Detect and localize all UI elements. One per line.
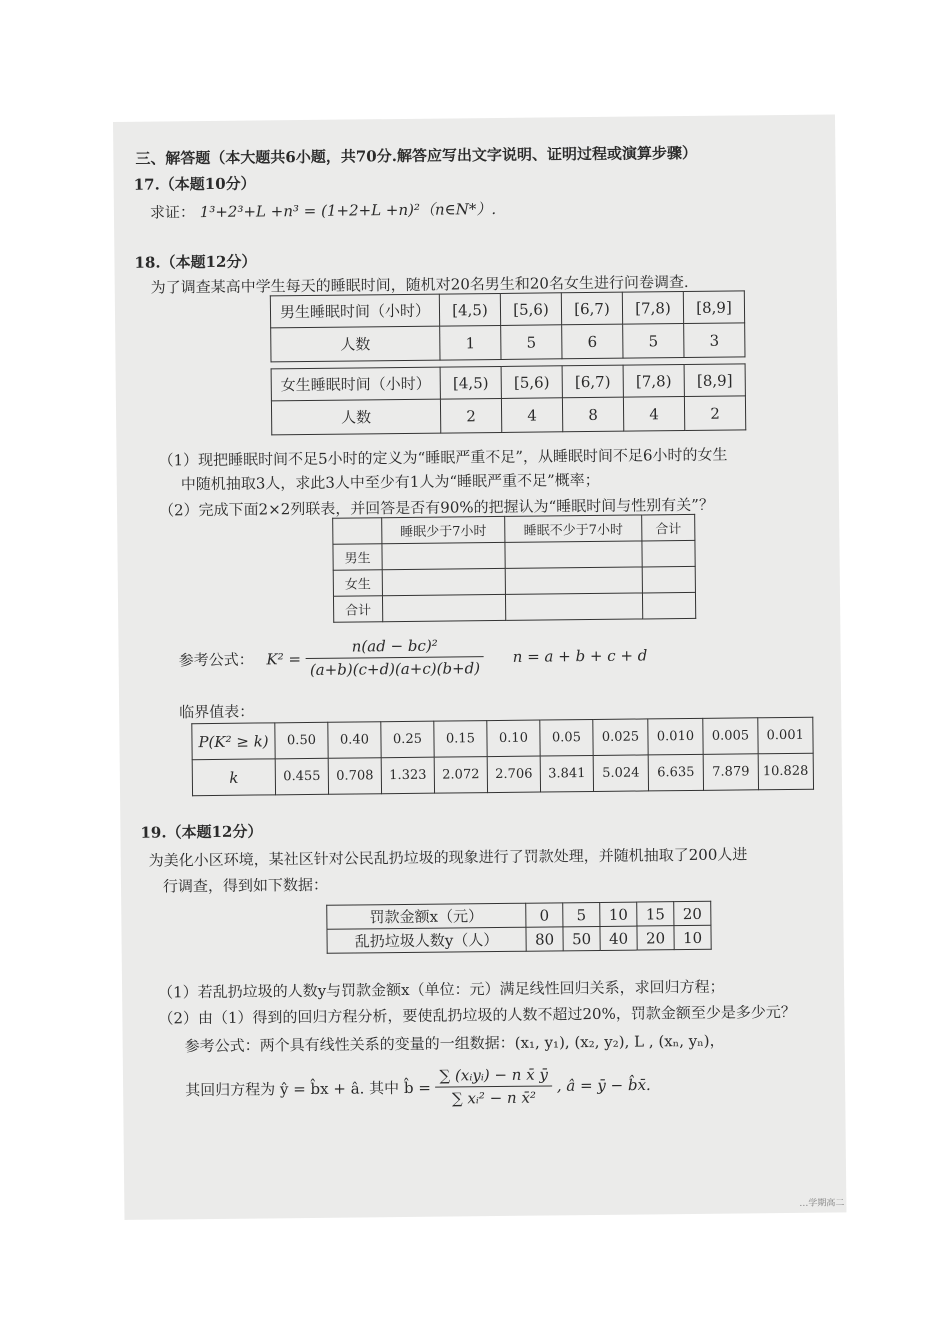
contingency-cell — [642, 566, 695, 593]
contingency-cell — [505, 593, 642, 620]
contingency-cell — [642, 540, 695, 567]
q19-ref-line: 参考公式：两个具有线性关系的变量的一组数据：(x₁, y₁), (x₂, y₂), L , (xₙ, yₙ)， — [184, 1031, 725, 1056]
interval-cell: [5,6) — [501, 366, 562, 399]
crit-p-cell: 0.10 — [487, 720, 540, 757]
q17-prove-label: 求证： — [149, 203, 196, 222]
girls-row-label: 女生睡眠时间（小时） — [271, 367, 440, 401]
crit-k-cell: 2.072 — [434, 757, 487, 794]
contingency-cell — [382, 568, 505, 595]
a-formula: , â = ȳ − b̂x̄. — [556, 1075, 651, 1095]
interval-cell: [4,5) — [439, 293, 500, 326]
count-cell: 2 — [440, 398, 501, 433]
exam-page — [113, 114, 846, 1220]
crit-p-cell: 0.15 — [434, 721, 487, 758]
contingency-header: 睡眠少于7小时 — [382, 516, 505, 543]
b-numerator: ∑ (xᵢyᵢ) − n x̄ ȳ — [435, 1065, 552, 1087]
crit-k-cell: 10.828 — [758, 753, 813, 790]
y-value-cell: 80 — [526, 927, 563, 951]
crit-p-cell: 0.40 — [328, 722, 381, 759]
q19-part1: （1）若乱扔垃圾的人数y与罚款金额x（单位：元）满足线性回归关系，求回归方程； — [158, 977, 725, 1002]
crit-p-cell: 0.010 — [648, 718, 703, 755]
section-header: 三、解答题（本大题共6小题，共70分.解答应写出文字说明、证明过程或演算步骤） — [135, 143, 697, 168]
litter-row-label: 乱扔垃圾人数y（人） — [327, 927, 526, 953]
q19-intro-line2: 行调查，得到如下数据： — [162, 875, 329, 896]
fine-data-table — [326, 901, 711, 954]
crit-p-label: P(K² ≥ k) — [192, 723, 275, 760]
y-value-cell: 10 — [674, 925, 711, 949]
interval-cell: [8,9] — [684, 364, 745, 397]
y-value-cell: 20 — [637, 926, 674, 950]
crit-k-cell: 1.323 — [381, 757, 434, 794]
interval-cell: [5,6) — [500, 293, 561, 326]
crit-k-cell: 5.024 — [593, 755, 648, 792]
x-value-cell: 0 — [526, 903, 563, 927]
contingency-header: 合计 — [642, 514, 695, 541]
contingency-row-label: 女生 — [333, 570, 382, 597]
crit-p-cell: 0.25 — [381, 721, 434, 758]
contingency-corner — [333, 518, 382, 545]
critical-table-label: 临界值表： — [179, 702, 255, 722]
k2-lhs: K² = — [266, 649, 302, 668]
crit-k-cell: 7.879 — [703, 754, 758, 791]
x-value-cell: 20 — [674, 901, 711, 925]
contingency-cell — [382, 542, 505, 569]
boys-count-label: 人数 — [271, 326, 440, 362]
crit-p-cell: 0.005 — [703, 718, 758, 755]
q18-heading: 18.（本题12分） — [134, 252, 257, 272]
crit-k-cell: 0.455 — [275, 758, 328, 795]
q19-part2: （2）由（1）得到的回归方程分析，要使乱扔垃圾的人数不超过20%，罚款金额至少是多少元？ — [158, 1002, 796, 1028]
critical-value-table — [191, 717, 813, 797]
girls-sleep-table — [271, 363, 747, 435]
count-cell: 6 — [562, 324, 623, 359]
contingency-row-label: 男生 — [333, 544, 382, 571]
q18-intro: 为了调查某高中学生每天的睡眠时间，随机对20名男生和20名女生进行问卷调查. — [150, 272, 689, 297]
contingency-cell — [642, 592, 695, 619]
fine-row-label: 罚款金额x（元） — [327, 903, 526, 929]
q17-heading: 17.（本题10分） — [133, 174, 256, 194]
crit-p-cell: 0.001 — [758, 717, 813, 754]
page-footer: …学期高二 — [799, 1198, 845, 1209]
crit-k-cell: 6.635 — [648, 754, 703, 791]
q18-part2: （2）完成下面2×2列联表，并回答是否有90%的把握认为“睡眠时间与性别有关”？ — [158, 495, 715, 520]
crit-k-cell: 2.706 — [487, 756, 540, 793]
q19-intro-line1: 为美化小区环境，某社区针对公民乱扔垃圾的现象进行了罚款处理，并随机抽取了200人进 — [148, 845, 748, 870]
ref-formula-label: 参考公式： — [178, 650, 254, 670]
k2-numerator: n(ad − bc)² — [306, 636, 484, 659]
k2-formula-block — [178, 634, 647, 680]
boys-row-label: 男生睡眠时间（小时） — [270, 294, 439, 328]
n-definition: n = a + b + c + d — [512, 645, 648, 666]
q18-part1-line2: 中随机抽取3人，求此3人中至少有1人为“睡眠严重不足”概率； — [180, 470, 600, 494]
count-cell: 4 — [501, 398, 562, 433]
contingency-header: 睡眠不少于7小时 — [505, 515, 642, 542]
q17-statement — [150, 198, 496, 223]
boys-sleep-table — [270, 290, 746, 362]
regression-text: 其回归方程为 ŷ = b̂x + â. 其中 b̂ = — [185, 1078, 431, 1100]
crit-p-cell: 0.05 — [540, 720, 593, 757]
k2-fraction — [306, 636, 485, 679]
interval-cell: [4,5) — [440, 366, 501, 399]
contingency-cell — [505, 541, 642, 568]
interval-cell: [6,7) — [562, 365, 623, 398]
crit-p-cell: 0.50 — [275, 722, 328, 759]
count-cell: 1 — [440, 325, 501, 360]
contingency-table — [332, 514, 696, 623]
y-value-cell: 40 — [600, 926, 637, 950]
count-cell: 8 — [562, 397, 623, 432]
contingency-cell — [505, 567, 642, 594]
count-cell: 4 — [623, 397, 684, 432]
interval-cell: [7,8) — [623, 365, 684, 398]
q17-formula: 1³+2³+L +n³ = (1+2+L +n)²（n∈N*）. — [199, 199, 497, 222]
crit-k-label: k — [192, 759, 275, 796]
crit-p-cell: 0.025 — [593, 719, 648, 756]
count-cell: 5 — [501, 325, 562, 360]
crit-k-cell: 3.841 — [540, 756, 593, 793]
x-value-cell: 10 — [600, 902, 637, 926]
count-cell: 2 — [684, 396, 745, 431]
contingency-cell — [382, 594, 505, 621]
contingency-row-label: 合计 — [333, 596, 382, 623]
q19-heading: 19.（本题12分） — [140, 822, 263, 842]
x-value-cell: 5 — [563, 902, 600, 926]
q18-part1-line1: （1）现把睡眠时间不足5小时的定义为“睡眠严重不足”，从睡眠时间不足6小时的女生 — [158, 445, 728, 470]
regression-formula-block — [185, 1064, 651, 1110]
b-fraction — [435, 1065, 552, 1107]
k2-denominator: (a+b)(c+d)(a+c)(b+d) — [309, 659, 481, 679]
count-cell: 5 — [623, 324, 684, 359]
interval-cell: [7,8) — [622, 292, 683, 325]
interval-cell: [6,7) — [561, 292, 622, 325]
x-value-cell: 15 — [637, 902, 674, 926]
crit-k-cell: 0.708 — [328, 758, 381, 795]
y-value-cell: 50 — [563, 926, 600, 950]
interval-cell: [8,9] — [683, 291, 744, 324]
girls-count-label: 人数 — [271, 399, 440, 435]
count-cell: 3 — [684, 323, 745, 358]
b-denominator: ∑ xᵢ² − n x̄² — [451, 1088, 537, 1108]
